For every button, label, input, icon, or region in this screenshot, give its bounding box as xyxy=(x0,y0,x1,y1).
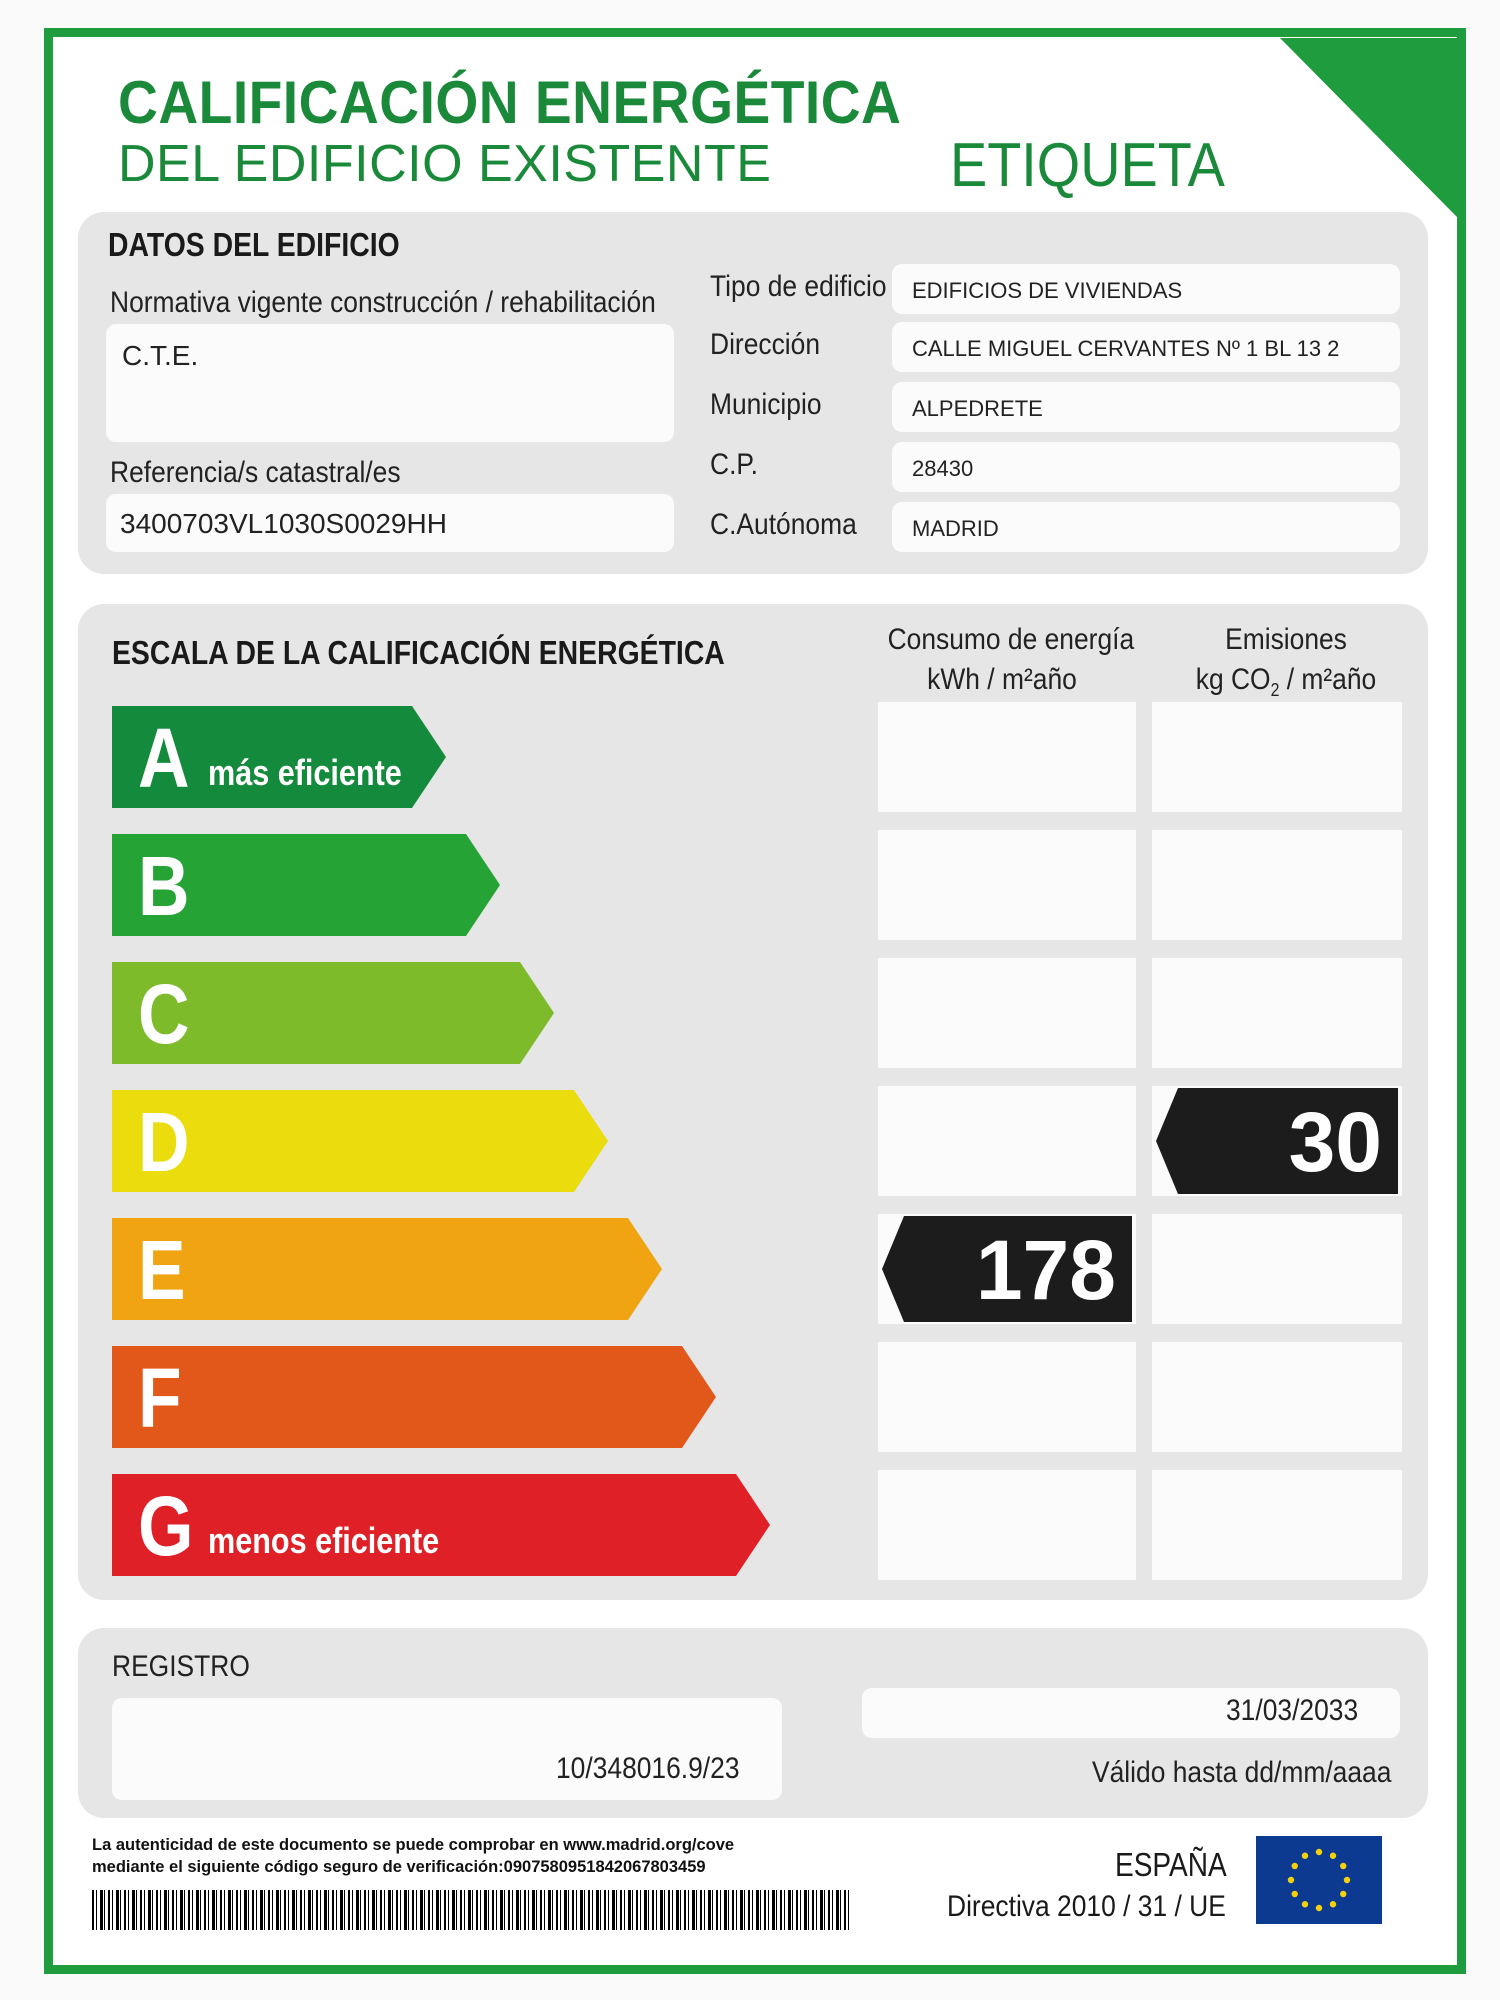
eu-star xyxy=(1330,1901,1336,1907)
class-caption-a: más eficiente xyxy=(208,753,402,794)
emisiones-cell-b xyxy=(1152,830,1402,940)
normativa-value: C.T.E. xyxy=(122,340,199,371)
class-letter-b: B xyxy=(138,838,190,934)
class-letter-g: G xyxy=(138,1478,194,1574)
class-letter-d: D xyxy=(138,1094,190,1190)
valid-date-label: Válido hasta dd/mm/aaaa xyxy=(1092,1756,1392,1789)
emisiones-value: 30 xyxy=(1288,1095,1382,1189)
emisiones-cell-a xyxy=(1152,702,1402,812)
scale-section-title: ESCALA DE LA CALIFICACIÓN ENERGÉTICA xyxy=(112,634,725,671)
referencia-label: Referencia/s catastral/es xyxy=(110,456,401,489)
country-label: ESPAÑA xyxy=(1115,1846,1227,1883)
authenticity-line2: mediante el siguiente código seguro de verificación:0907580951842067803459 xyxy=(92,1858,706,1876)
eu-stars xyxy=(1256,1836,1382,1924)
registro-title: REGISTRO xyxy=(112,1650,250,1683)
title-line1: CALIFICACIÓN ENERGÉTICA xyxy=(118,69,902,136)
field-value-cp: 28430 xyxy=(912,456,974,481)
eu-star xyxy=(1292,1891,1298,1897)
field-label-municipio: Municipio xyxy=(710,388,822,421)
consumo-cell-g xyxy=(878,1470,1136,1580)
authenticity-line1: La autenticidad de este documento se puede comprobar en www.madrid.org/cove xyxy=(92,1836,735,1854)
eu-star xyxy=(1316,1905,1322,1911)
title-line2: DEL EDIFICIO EXISTENTE xyxy=(118,135,772,193)
class-letter-e: E xyxy=(138,1222,186,1318)
normativa-label: Normativa vigente construcción / rehabilitación xyxy=(110,286,656,319)
class-letter-a: A xyxy=(138,710,190,806)
emisiones-header-unit: / m²año xyxy=(1279,663,1377,696)
field-value-direccion: CALLE MIGUEL CERVANTES Nº 1 BL 13 2 xyxy=(912,336,1340,361)
registro-number: 10/348016.9/23 xyxy=(556,1752,740,1785)
eu-star xyxy=(1316,1849,1322,1855)
eu-star xyxy=(1302,1853,1308,1859)
emisiones-header-kgco: kg CO xyxy=(1195,663,1271,696)
eu-star xyxy=(1344,1877,1350,1883)
eu-star xyxy=(1292,1863,1298,1869)
eu-star xyxy=(1302,1901,1308,1907)
class-letter-c: C xyxy=(138,966,190,1062)
consumo-cell-f xyxy=(878,1342,1136,1452)
consumo-cell-b xyxy=(878,830,1136,940)
class-letter-f: F xyxy=(138,1350,182,1446)
class-bar-f xyxy=(112,1346,716,1448)
eu-star xyxy=(1330,1853,1336,1859)
emisiones-header-line1: Emisiones xyxy=(1225,623,1347,656)
field-label-cp: C.P. xyxy=(710,448,758,481)
consumo-value: 178 xyxy=(975,1223,1116,1317)
consumo-header-line1: Consumo de energía xyxy=(887,623,1135,656)
consumo-cell-a xyxy=(878,702,1136,812)
field-value-autonoma: MADRID xyxy=(912,516,999,541)
class-bar-e xyxy=(112,1218,662,1320)
consumo-header-line2: kWh / m²año xyxy=(927,663,1077,696)
emisiones-cell-g xyxy=(1152,1470,1402,1580)
field-label-direccion: Dirección xyxy=(710,328,821,361)
referencia-value: 3400703VL1030S0029HH xyxy=(120,508,447,539)
eu-star xyxy=(1340,1891,1346,1897)
building-section-title: DATOS DEL EDIFICIO xyxy=(108,226,400,263)
authenticity-note xyxy=(92,1834,734,1878)
eu-star xyxy=(1340,1863,1346,1869)
valid-date: 31/03/2033 xyxy=(1226,1694,1359,1727)
class-caption-g: menos eficiente xyxy=(208,1521,440,1562)
eu-star xyxy=(1288,1877,1294,1883)
etiqueta-label: ETIQUETA xyxy=(950,131,1225,200)
emisiones-header-sub: 2 xyxy=(1270,680,1280,700)
field-label-tipo: Tipo de edificio xyxy=(710,270,887,303)
emisiones-cell-e xyxy=(1152,1214,1402,1324)
field-label-autonoma: C.Autónoma xyxy=(710,508,857,541)
consumo-cell-d xyxy=(878,1086,1136,1196)
field-value-municipio: ALPEDRETE xyxy=(912,396,1043,421)
eu-flag-icon xyxy=(1256,1836,1382,1924)
emisiones-cell-c xyxy=(1152,958,1402,1068)
emisiones-cell-f xyxy=(1152,1342,1402,1452)
field-value-tipo: EDIFICIOS DE VIVIENDAS xyxy=(912,278,1183,303)
directive-label: Directiva 2010 / 31 / UE xyxy=(947,1890,1226,1923)
barcode xyxy=(92,1890,852,1930)
consumo-cell-c xyxy=(878,958,1136,1068)
